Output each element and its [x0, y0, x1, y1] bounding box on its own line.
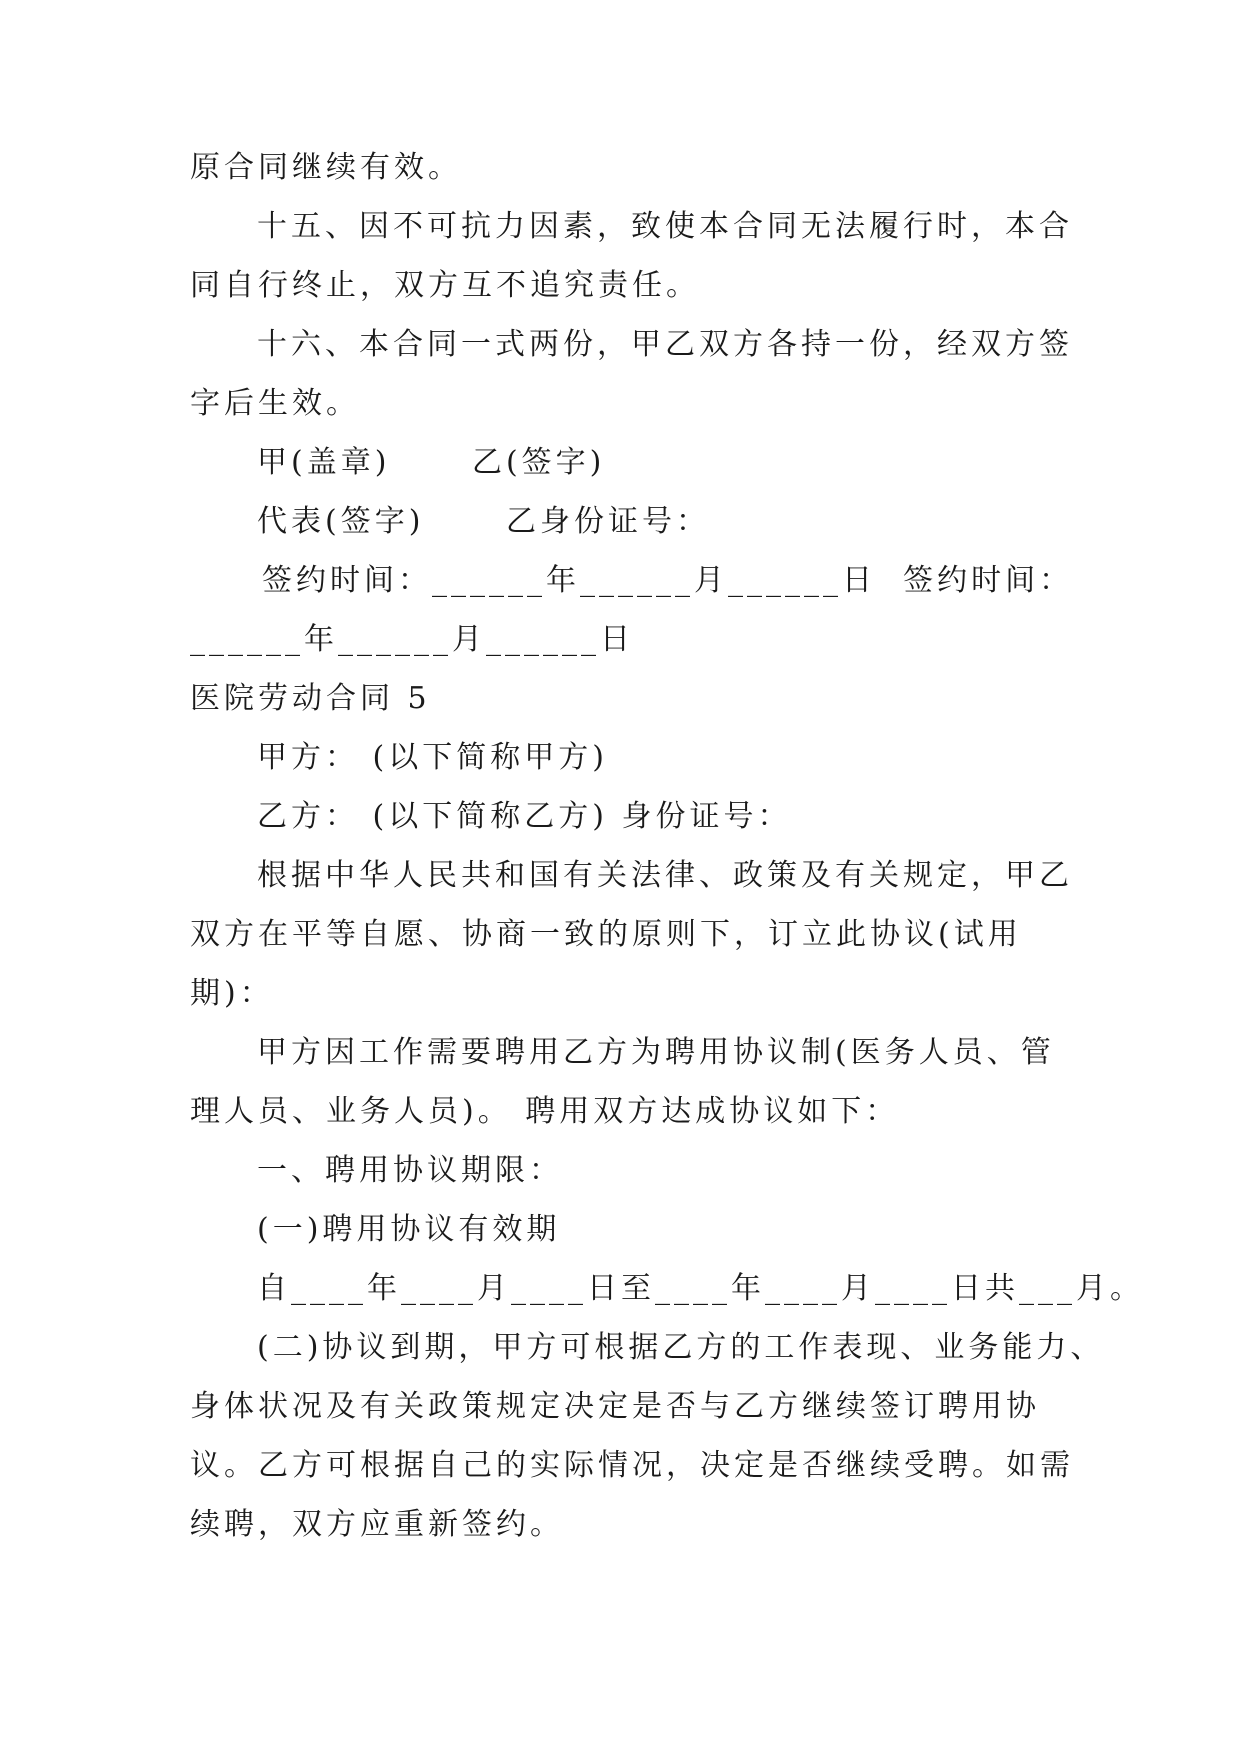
clause-15-line-1: 十五、因不可抗力因素，致使本合同无法履行时，本合 [257, 209, 1073, 244]
paragraph-line: 议。乙方可根据自己的实际情况，决定是否继续受聘。如需 [190, 1448, 1074, 1483]
clause-16-line-2: 字后生效。 [190, 386, 360, 421]
signing-date-line-2: ______年______月______日 [190, 622, 634, 657]
clause-heading: 一、聘用协议期限： [257, 1153, 563, 1188]
paragraph-line: 双方在平等自愿、协商一致的原则下，订立此协议(试用 [190, 917, 1022, 952]
section-title: 医院劳动合同 5 [190, 681, 431, 716]
paragraph-line: 根据中华人民共和国有关法律、政策及有关规定，甲乙 [257, 858, 1073, 893]
subclause-heading: (一)聘用协议有效期 [257, 1212, 561, 1247]
signing-date-line-1: 签约时间：______年______月______日 签约时间： [262, 563, 1074, 598]
clause-16-line-1: 十六、本合同一式两份，甲乙双方各持一份，经双方签 [257, 327, 1073, 362]
party-a-line: 甲方： (以下简称甲方) [257, 740, 608, 775]
paragraph-line: 期)： [190, 976, 274, 1011]
signature-party-line: 甲(盖章) 乙(签字) [257, 445, 606, 480]
contract-period-line: 自____年____月____日至____年____月____日共___月。 [257, 1271, 1144, 1306]
paragraph-line: 续聘，双方应重新签约。 [190, 1507, 564, 1542]
paragraph-line: (二)协议到期，甲方可根据乙方的工作表现、业务能力、 [257, 1330, 1105, 1365]
party-b-line: 乙方： (以下简称乙方) 身份证号： [257, 799, 792, 834]
clause-15-line-2: 同自行终止，双方互不追究责任。 [190, 268, 700, 303]
paragraph-line: 甲方因工作需要聘用乙方为聘用协议制(医务人员、管 [257, 1035, 1055, 1070]
signature-representative-line: 代表(签字) 乙身份证号： [257, 504, 710, 539]
paragraph-line: 身体状况及有关政策规定决定是否与乙方继续签订聘用协 [190, 1389, 1040, 1424]
paragraph-line: 理人员、业务人员)。 聘用双方达成协议如下： [190, 1094, 900, 1129]
text-line: 原合同继续有效。 [190, 150, 462, 185]
